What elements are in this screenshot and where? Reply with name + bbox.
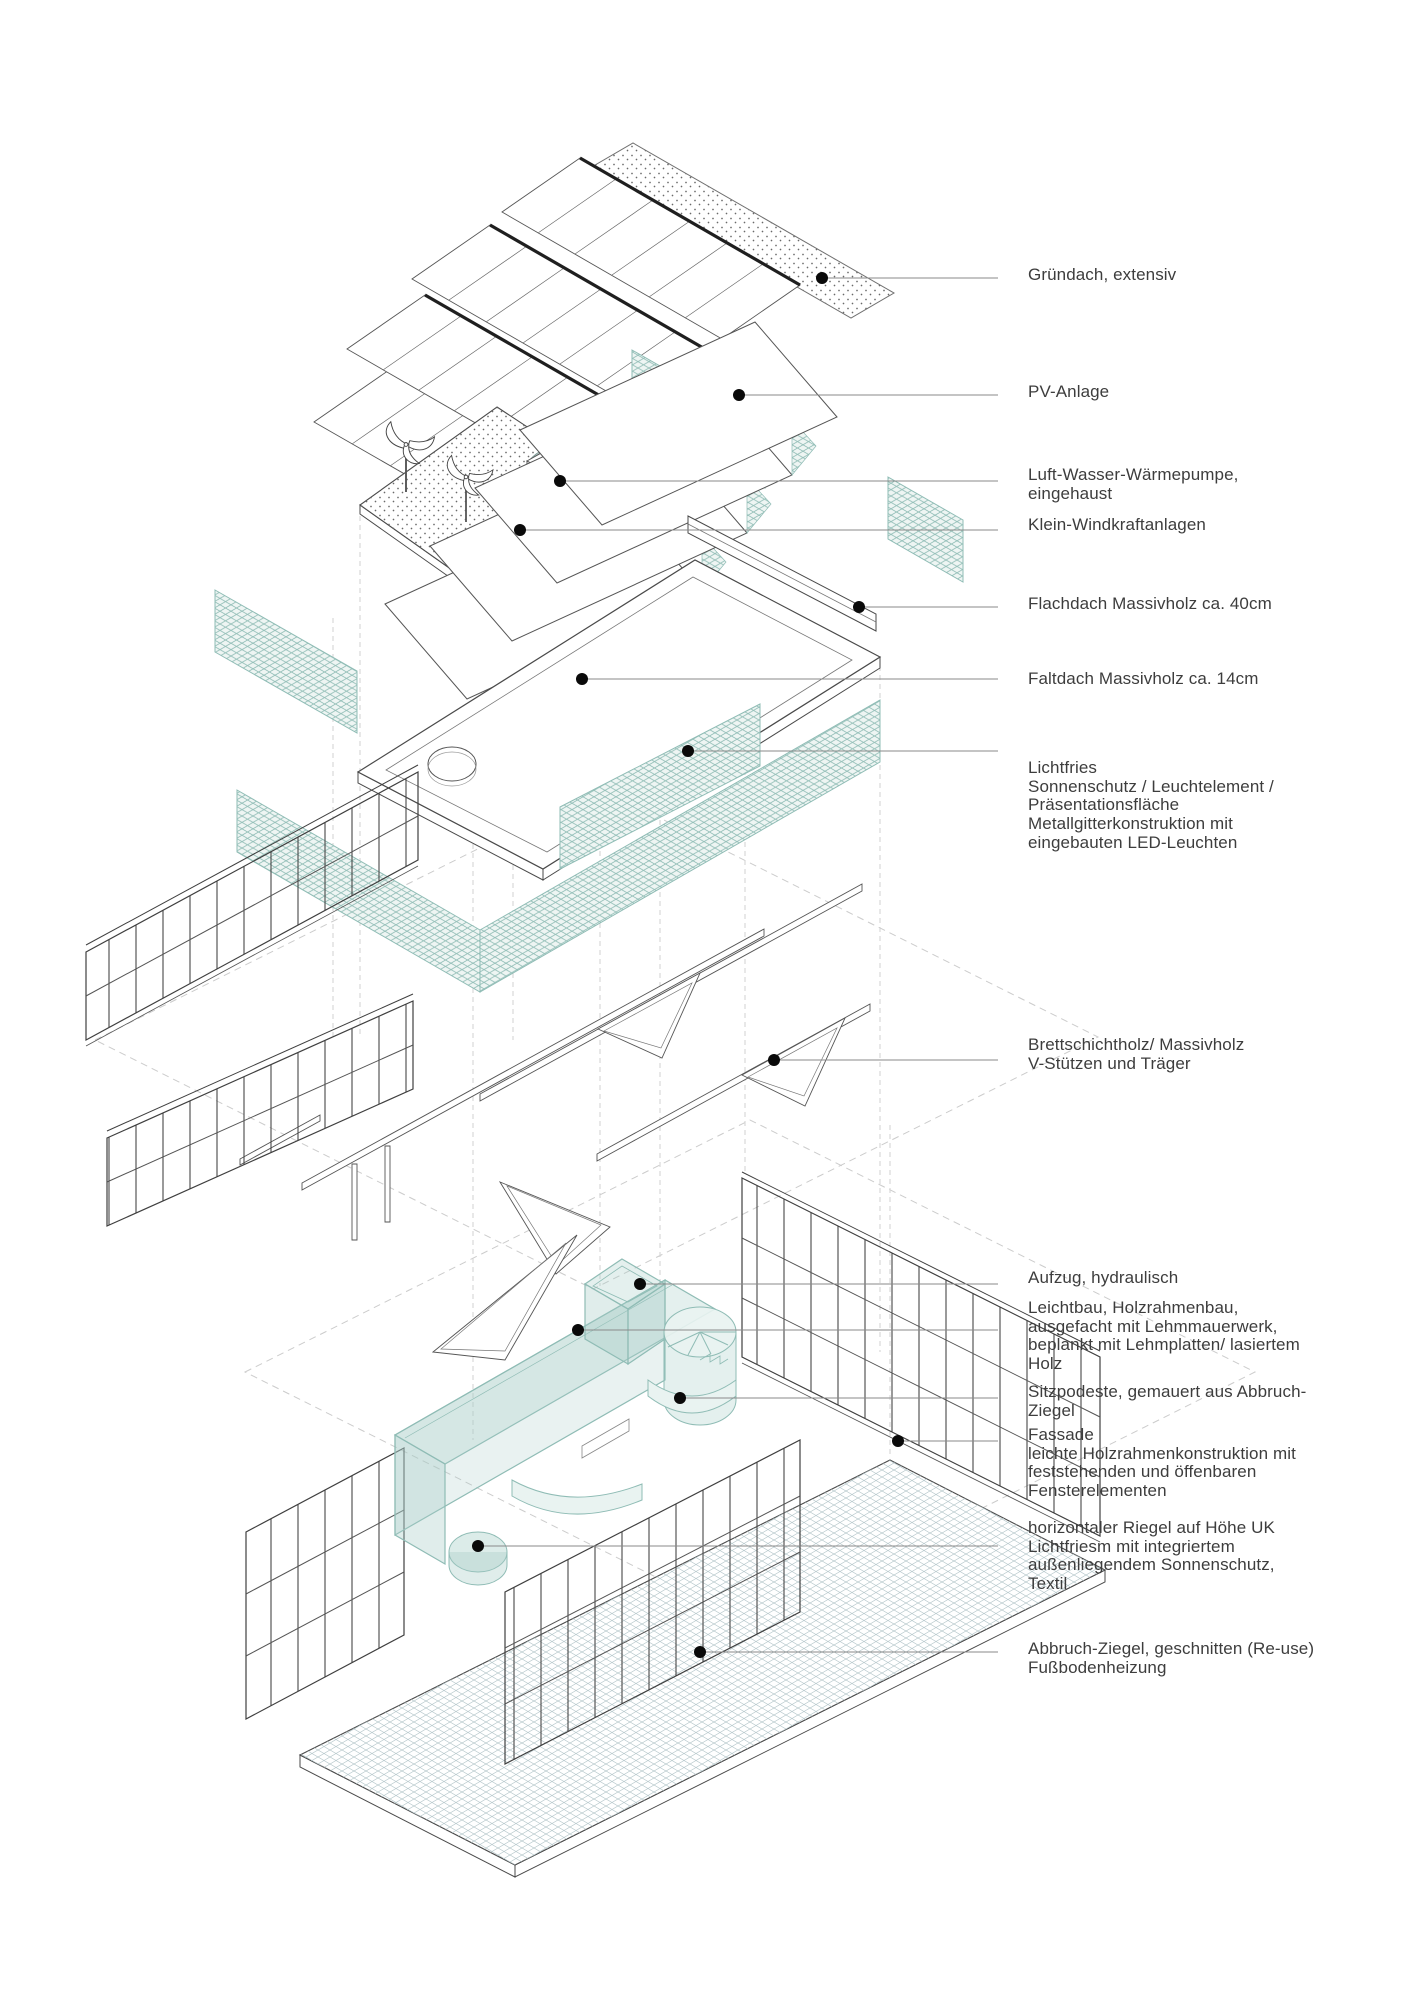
label-fassade: Fassade leichte Holzrahmenkonstruktion mit feststehenden und öffenbaren Fensterelementen	[1028, 1425, 1296, 1501]
label-lichtfries: Lichtfries Sonnenschutz / Leuchtelement / Präsentationsfläche Metallgitterkonstruktion mit eingebauten LED-Leuchten	[1028, 758, 1274, 852]
riegel-cylinder	[449, 1532, 507, 1585]
label-windkraft: Klein-Windkraftanlagen	[1028, 515, 1206, 534]
window-facade-left-mid	[107, 994, 413, 1226]
label-stuetzen: Brettschichtholz/ Massivholz V-Stützen und Träger	[1028, 1035, 1245, 1073]
label-sitzpodeste: Sitzpodeste, gemauert aus Abbruch- Ziegel	[1028, 1382, 1307, 1420]
label-flachdach: Flachdach Massivholz ca. 40cm	[1028, 594, 1272, 613]
label-aufzug: Aufzug, hydraulisch	[1028, 1268, 1179, 1287]
label-gruendach: Gründach, extensiv	[1028, 265, 1177, 284]
window-facade-lower-left	[246, 1448, 404, 1719]
label-waermepumpe: Luft-Wasser-Wärmepumpe, eingehaust	[1028, 465, 1239, 503]
label-faltdach: Faltdach Massivholz ca. 14cm	[1028, 669, 1259, 688]
label-leichtbau: Leichtbau, Holzrahmenbau, ausgefacht mit Lehmmauerwerk, beplankt mit Lehmplatten/ lasiertem Holz	[1028, 1298, 1300, 1374]
label-abbruch-ziegel: Abbruch-Ziegel, geschnitten (Re-use) Fußbodenheizung	[1028, 1639, 1315, 1677]
label-riegel: horizontaler Riegel auf Höhe UK Lichtfriesm mit integriertem außenliegendem Sonnenschutz, Textil	[1028, 1518, 1275, 1594]
label-pv-anlage: PV-Anlage	[1028, 382, 1110, 401]
